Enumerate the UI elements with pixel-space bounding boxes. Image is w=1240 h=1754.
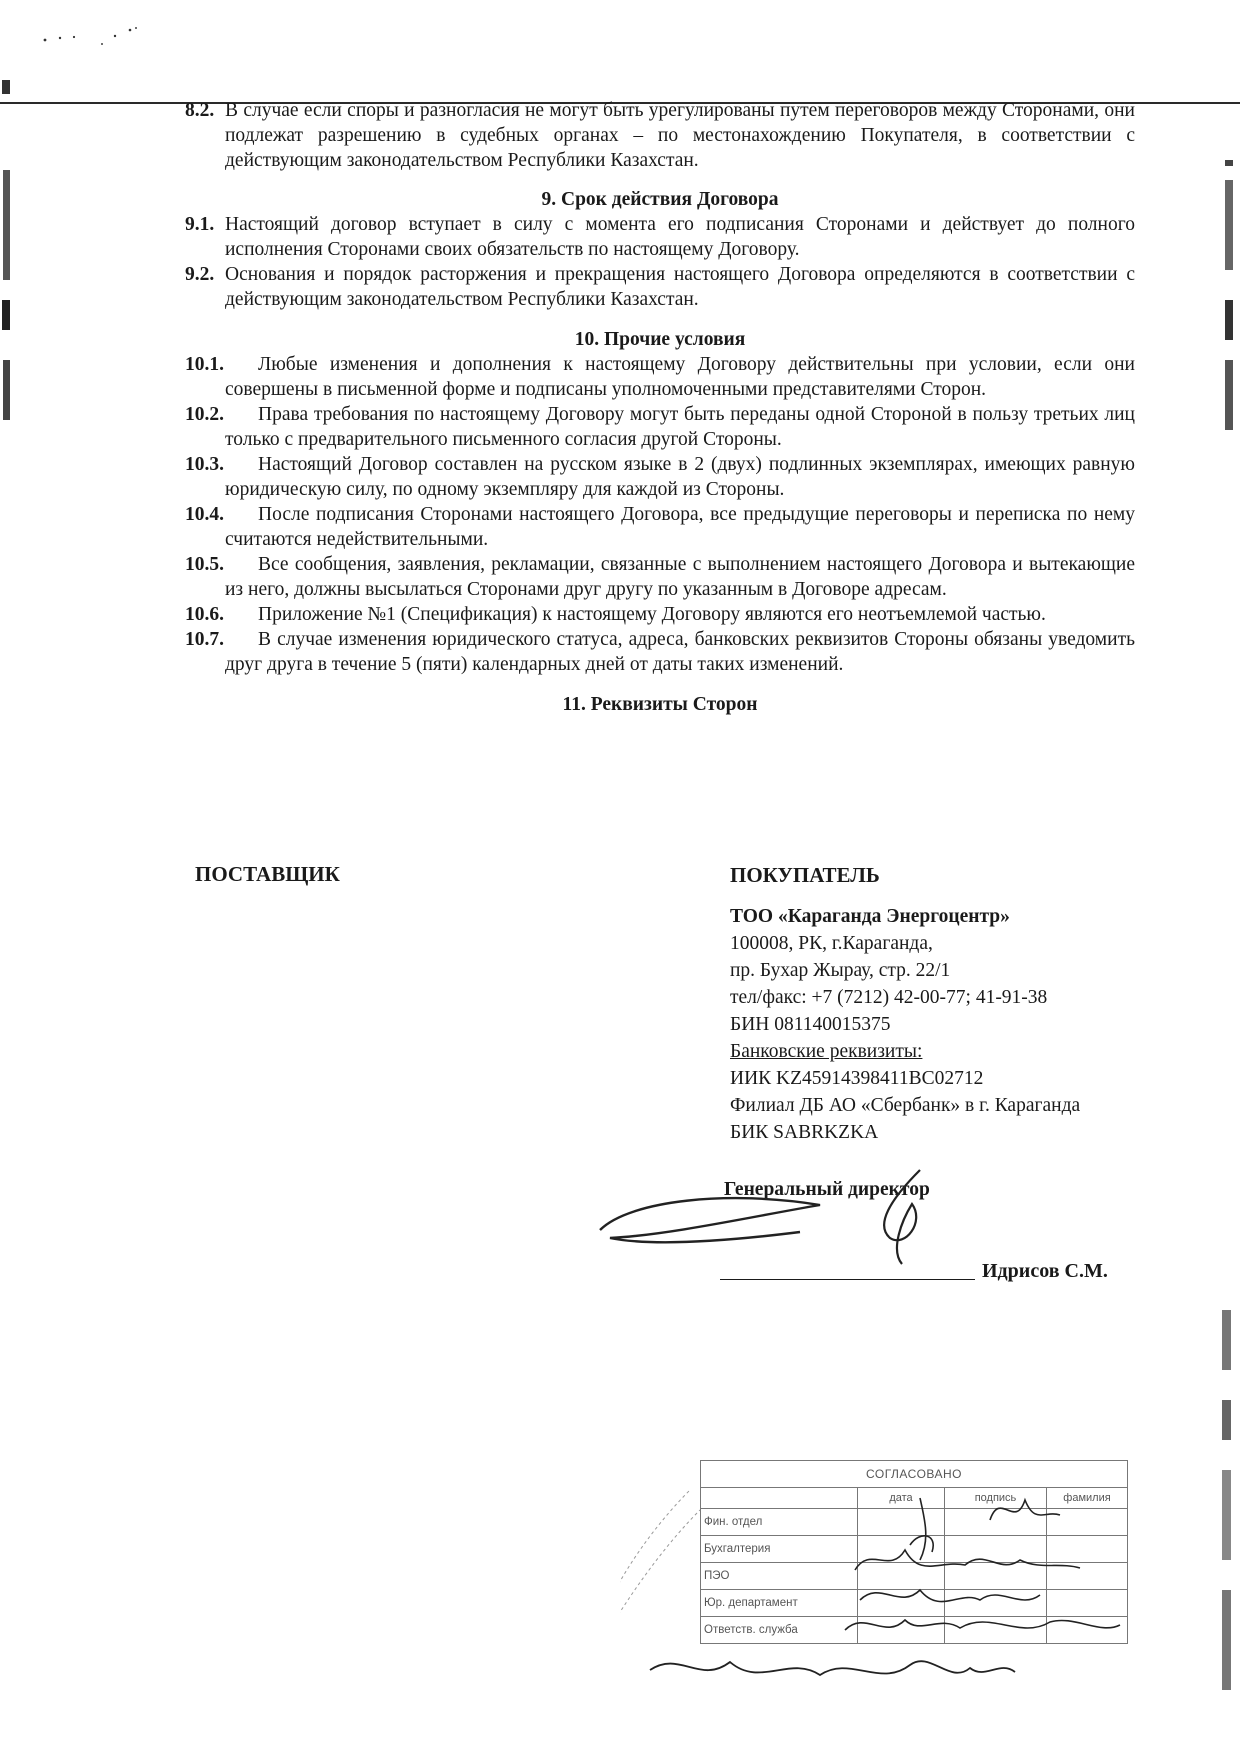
approval-row-label: Фин. отдел (701, 1509, 858, 1536)
buyer-title: ПОКУПАТЕЛЬ (730, 863, 880, 887)
buyer-address-line-2: пр. Бухар Жырау, стр. 22/1 (730, 960, 951, 981)
clause-10-6 (185, 602, 1135, 627)
clause-number: 10.3. (185, 454, 224, 475)
clause-text: Основания и порядок расторжения и прекращения настоящего Договора определяются в соответствии с действующим законодательством Республики Казахстан. (225, 264, 1135, 310)
clause-number: 10.7. (185, 629, 224, 650)
approval-row-label: Ответств. служба (701, 1617, 858, 1644)
clause-number: 10.4. (185, 504, 224, 525)
approval-table (700, 1460, 1128, 1644)
clause-number: 9.1. (185, 214, 215, 235)
clause-text: Все сообщения, заявления, рекламации, связанные с выполнением настоящего Договора и вытекающие из него, должны высылаться Сторонами друг другу по указанным в Договоре адресам. (225, 554, 1135, 600)
buyer-address-line-1: 100008, РК, г.Караганда, (730, 933, 933, 954)
clause-text: Права требования по настоящему Договору могут быть переданы одной Стороной в пользу третьих лиц только с предварительного письменного согласия другой Стороны. (225, 404, 1135, 450)
director-title: Генеральный директор (724, 1179, 930, 1200)
section-10-title: 10. Прочие условия (574, 329, 746, 350)
clause-10-5 (185, 552, 1135, 602)
signer-name: Идрисов С.М. (982, 1260, 1108, 1282)
clause-10-3 (185, 452, 1135, 502)
buyer-bank: Филиал ДБ АО «Сбербанк» в г. Караганда (730, 1095, 1081, 1116)
approval-row-label: Бухгалтерия (701, 1536, 858, 1563)
supplier-title: ПОСТАВЩИК (195, 862, 340, 886)
scan-edge-marks-bottom-right (1218, 1290, 1236, 1730)
approval-col-signature: подпись (945, 1488, 1047, 1509)
clause-9-2 (185, 262, 1135, 312)
clause-text: Приложение №1 (Спецификация) к настоящему Договору являются его неотъемлемой частью. (258, 604, 1046, 625)
approval-row-label: Юр. департамент (701, 1590, 858, 1617)
clause-8-2 (185, 98, 1135, 173)
buyer-phone: тел/факс: +7 (7212) 42-00-77; 41-91-38 (730, 987, 1048, 1008)
clause-text: Настоящий Договор составлен на русском языке в 2 (двух) подлинных экземплярах, имеющих равную юридическую силу, по одному экземпляру для каждой из Стороны. (225, 454, 1135, 500)
clause-text: Любые изменения и дополнения к настоящему Договору действительны при условии, если они совершены в письменной форме и подписаны уполномоченными представителями Сторон. (225, 354, 1135, 400)
buyer-iik: ИИК KZ45914398411BC02712 (730, 1068, 984, 1089)
buyer-bank-label: Банковские реквизиты: (730, 1041, 923, 1062)
clause-number: 8.2. (185, 100, 215, 121)
approval-col-date: дата (858, 1488, 945, 1509)
approval-stamp (700, 1460, 1130, 1686)
signature-line (720, 1279, 975, 1280)
clause-10-1 (185, 352, 1135, 402)
buyer-details (724, 862, 1150, 1203)
buyer-bik: БИК SABRKZKA (730, 1122, 879, 1143)
buyer-bin: БИН 081140015375 (730, 1014, 891, 1035)
clause-number: 10.6. (185, 604, 224, 625)
approval-row-label: ПЭО (701, 1563, 858, 1590)
clause-text: В случае изменения юридического статуса, адреса, банковских реквизитов Стороны обязаны уведомить друг друга в течение 5 (пяти) календарных дней от даты таких изменений. (225, 629, 1135, 675)
scan-edge-marks-right (1222, 70, 1236, 450)
clause-10-2 (185, 402, 1135, 452)
clause-number: 10.2. (185, 404, 224, 425)
approval-header: СОГЛАСОВАНО (701, 1461, 1128, 1488)
approval-col-surname: фамилия (1047, 1488, 1128, 1509)
director-signature (590, 1160, 970, 1270)
clause-10-4 (185, 502, 1135, 552)
clause-9-1 (185, 212, 1135, 262)
section-9-title: 9. Срок действия Договора (541, 189, 779, 210)
approval-col-blank (701, 1488, 858, 1509)
scan-edge-marks-left (2, 70, 12, 450)
buyer-company: ТОО «Караганда Энергоцентр» (730, 906, 1010, 927)
clause-number: 10.5. (185, 554, 224, 575)
clause-number: 9.2. (185, 264, 215, 285)
clause-text: В случае если споры и разногласия не могут быть урегулированы путем переговоров между Сторонами, они подлежат разрешению в судебных органах – по местонахождению Покупателя, в соответствии с действующим законодательством Республики Казахстан. (225, 100, 1135, 171)
clause-10-7 (185, 627, 1135, 677)
contract-body (185, 98, 1135, 717)
clause-text: Настоящий договор вступает в силу с момента его подписания Сторонами и действует до полного исполнения Сторонами своих обязательств по настоящему Договору. (225, 214, 1135, 260)
clause-number: 10.1. (185, 354, 224, 375)
section-11-title: 11. Реквизиты Сторон (562, 694, 758, 715)
scan-specks (40, 20, 160, 50)
clause-text: После подписания Сторонами настоящего Договора, все предыдущие переговоры и переписка по нему считаются недействительными. (225, 504, 1135, 550)
